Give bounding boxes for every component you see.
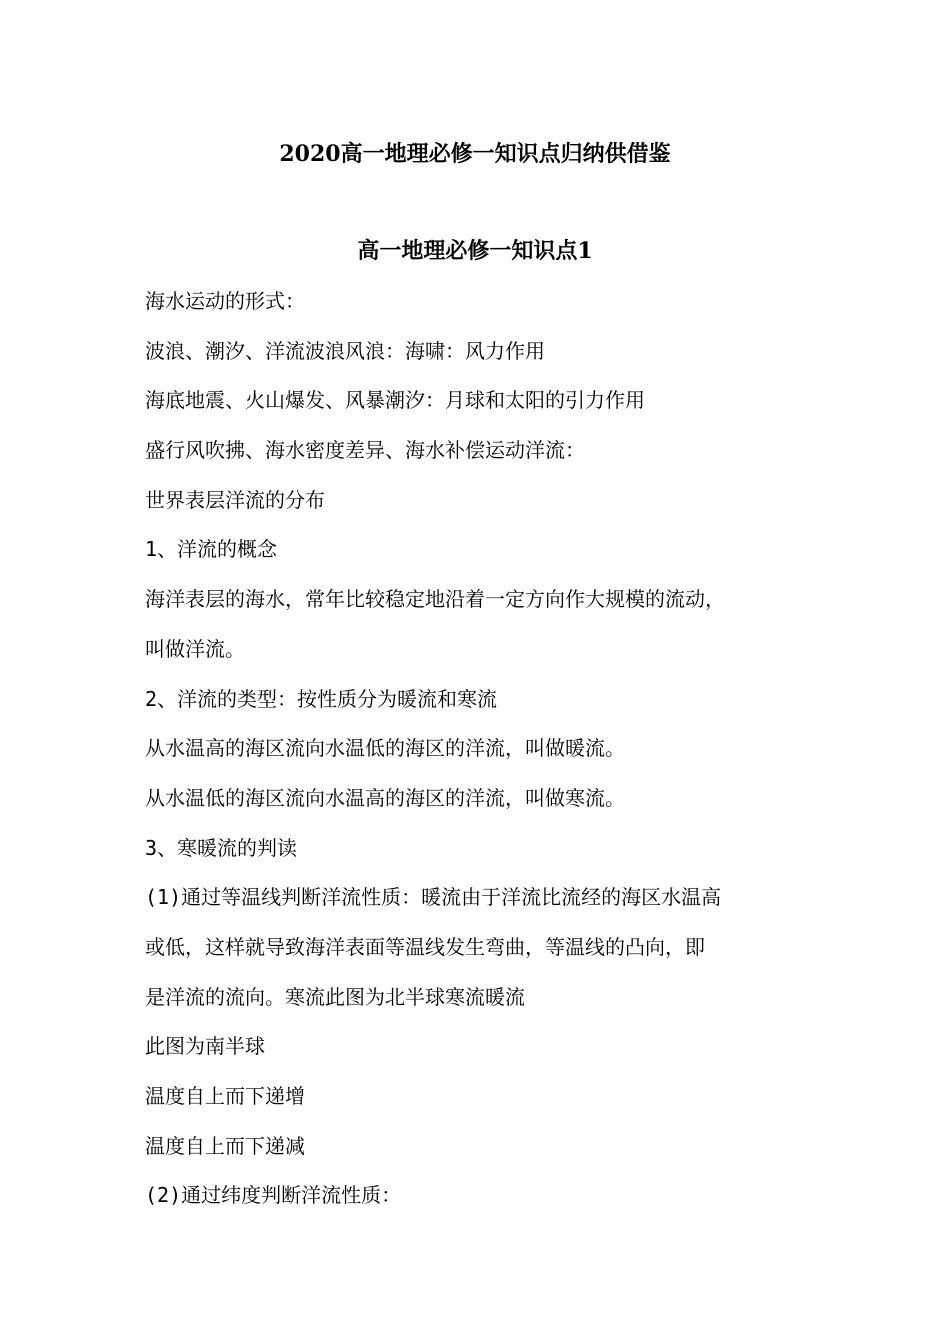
paragraph-line: 2、洋流的类型：按性质分为暖流和寒流: [145, 686, 498, 711]
paragraph-line: 1、洋流的概念: [145, 537, 278, 562]
paragraph-line: (2)通过纬度判断洋流性质：: [145, 1183, 402, 1208]
paragraph-line: 海水运动的形式：: [145, 289, 305, 313]
section-heading: 高一地理必修一知识点1: [357, 238, 593, 264]
paragraph-line: 世界表层洋流的分布: [145, 487, 325, 512]
paragraph-line: 或低，这样就导致海洋表面等温线发生弯曲，等温线的凸向，即: [145, 934, 705, 959]
document-title: 2020高一地理必修一知识点归纳供借鉴: [279, 141, 671, 167]
paragraph-line: 海底地震、火山爆发、风暴潮汐：月球和太阳的引力作用: [145, 388, 645, 413]
paragraph-line: 海洋表层的海水，常年比较稳定地沿着一定方向作大规模的流动，: [145, 587, 725, 612]
paragraph-line: 从水温高的海区流向水温低的海区的洋流，叫做暖流。: [145, 736, 625, 761]
paragraph-line: 此图为南半球: [145, 1034, 265, 1059]
document-body: [145, 285, 825, 1229]
paragraph-line: 从水温低的海区流向水温高的海区的洋流，叫做寒流。: [145, 785, 625, 810]
paragraph-line: 盛行风吹拂、海水密度差异、海水补偿运动洋流：: [145, 438, 585, 463]
paragraph-line: 叫做洋流。: [145, 636, 245, 661]
paragraph-line: (1)通过等温线判断洋流性质：暖流由于洋流比流经的海区水温高: [145, 885, 722, 910]
paragraph-line: 3、寒暖流的判读: [145, 835, 298, 860]
paragraph-line: 是洋流的流向。寒流此图为北半球寒流暖流: [145, 984, 525, 1009]
paragraph-line: 波浪、潮汐、洋流波浪风浪：海啸：风力作用: [145, 338, 545, 363]
paragraph-line: 温度自上而下递减: [145, 1133, 305, 1158]
paragraph-line: 温度自上而下递增: [145, 1084, 305, 1108]
